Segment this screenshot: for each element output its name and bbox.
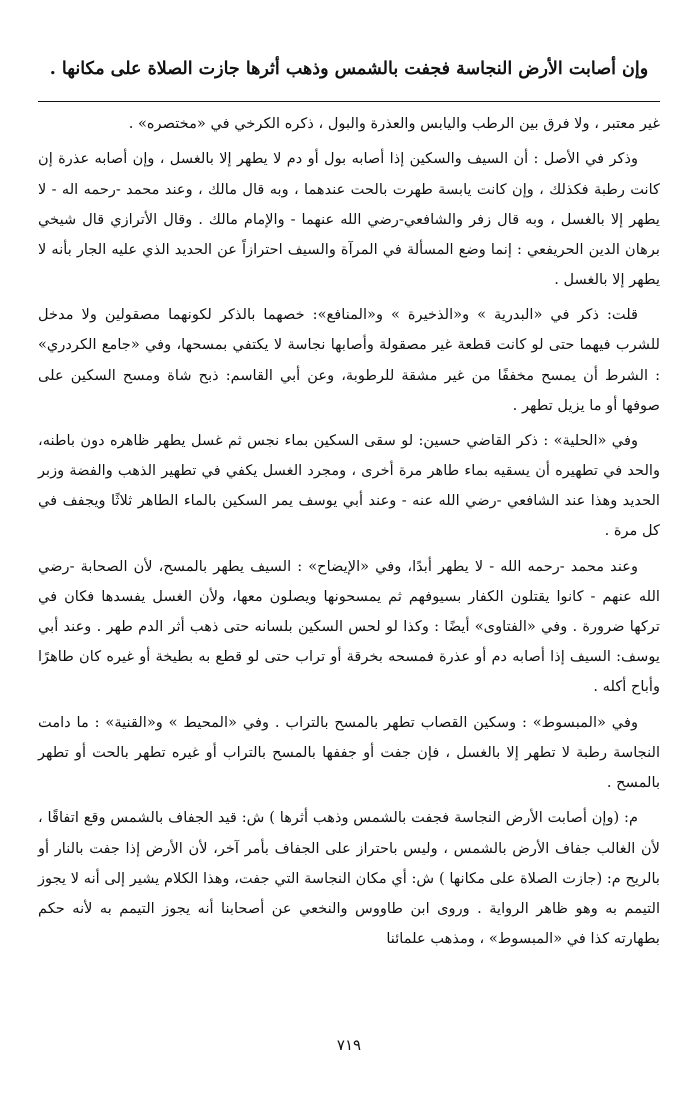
page-number: ٧١٩: [336, 1036, 362, 1054]
paragraph: وعند محمد -رحمه الله - لا يطهر أبدًا، وفي «الإيضاح» : السيف يطهر بالمسح، لأن الصحابة -رضي الله عنهم - كانوا يقتلون الكفار بسيوفهم ثم يمسحونها ويصلون معها، ولأن الغسل يفسدها فكان في تركها ضرورة . وفي «الفتاوى» أيضًا : وكذا لو لحس السكين بلسانه حتى ذهب أثر الدم طهر . وعند أبي يوسف: السيف إذا أصابه دم أو عذرة فمسحه بخرقة أو تراب حتى لو قطع به بطيخة أو غيره كان طاهرًا وأباح أكله .: [38, 557, 660, 696]
header-divider: [38, 101, 660, 102]
paragraph: قلت: ذكر في «البدرية » و«الذخيرة » و«المنافع»: خصهما بالذكر لكونهما مصقولين ولا مدخل للشرب فيهما حتى لو كانت قطعة غير مصقولة وأصابها نجاسة لا يكتفي بمسحها، وفي «جامع الكردري» : الشرط أن يمسح مخففًا من غير مشقة للرطوبة، وعن أبي القاسم: ذبح شاة ومسح السكين على صوفها أو ما يزيل تطهر .: [38, 306, 660, 414]
paragraph-continuation: غير معتبر ، ولا فرق بين الرطب واليابس والعذرة والبول ، ذكره الكرخي في «مختصره» .: [128, 115, 660, 132]
paragraph: وفي «الحلية» : ذكر القاضي حسين: لو سقى السكين بماء نجس ثم غسل يطهر ظاهره دون باطنه، والحد في تطهيره أن يسقيه بماء طاهر مرة أخرى ، ومجرد الغسل يكفي في تطهير الذهب والفضة وزبر الحديد وهذا عند الشافعي -رضي الله عنه - وعند أبي يوسف يمر السكين بالماء الطاهر ثلاثًا ويجفف في كل مرة .: [38, 432, 660, 540]
page-header-title: وإن أصابت الأرض النجاسة فجفت بالشمس وذهب أثرها جازت الصلاة على مكانها .: [49, 59, 649, 79]
paragraph: وفي «المبسوط» : وسكين القصاب تطهر بالمسح بالتراب . وفي «المحيط » و«القنية» : ما دامت النجاسة رطبة لا تطهر إلا بالغسل ، فإن جفت أو جففها بالمسح بالتراب أو غيره تطهر بالحت أو تطهر بالمسح .: [38, 713, 660, 791]
main-text-body: [38, 109, 660, 954]
paragraph: م: (وإن أصابت الأرض النجاسة فجفت بالشمس وذهب أثرها ) ش: قيد الجفاف بالشمس وقع اتفاقًا ، لأن الغالب جفاف الأرض بالشمس ، وليس باحتراز على الجفاف بأمر آخر، لأن الأرض إذا جفت بالنار أو بالريح م: (جازت الصلاة على مكانها ) ش: أي مكان النجاسة التي جفت، وهذا الكلام يشير إلى أنه لا يجوز التيمم به وهو ظاهر الرواية . وروى ابن طاووس والنخعي عن أصحابنا أنه يجوز التيمم به لأنه حكم بطهارته كذا في «المبسوط» ، ومذهب علمائنا: [38, 809, 660, 947]
paragraph: وذكر في الأصل : أن السيف والسكين إذا أصابه بول أو دم لا يطهر إلا بالغسل ، وإن أصابه عذرة إن كانت رطبة فكذلك ، وإن كانت يابسة طهرت بالحت عندهما ، وبه قال مالك ، وعند محمد -رحمه اله - لا يطهر إلا بالغسل ، وبه قال زفر والشافعي-رضي الله عنهما - والإمام مالك . وقال الأترازي قال شيخي برهان الدين الحريفعي : إنما وضع المسألة في المرآة والسيف احترازاً عن الحديد الذي عليه الجار بأنه لا يطهر إلا بالغسل .: [38, 150, 660, 288]
